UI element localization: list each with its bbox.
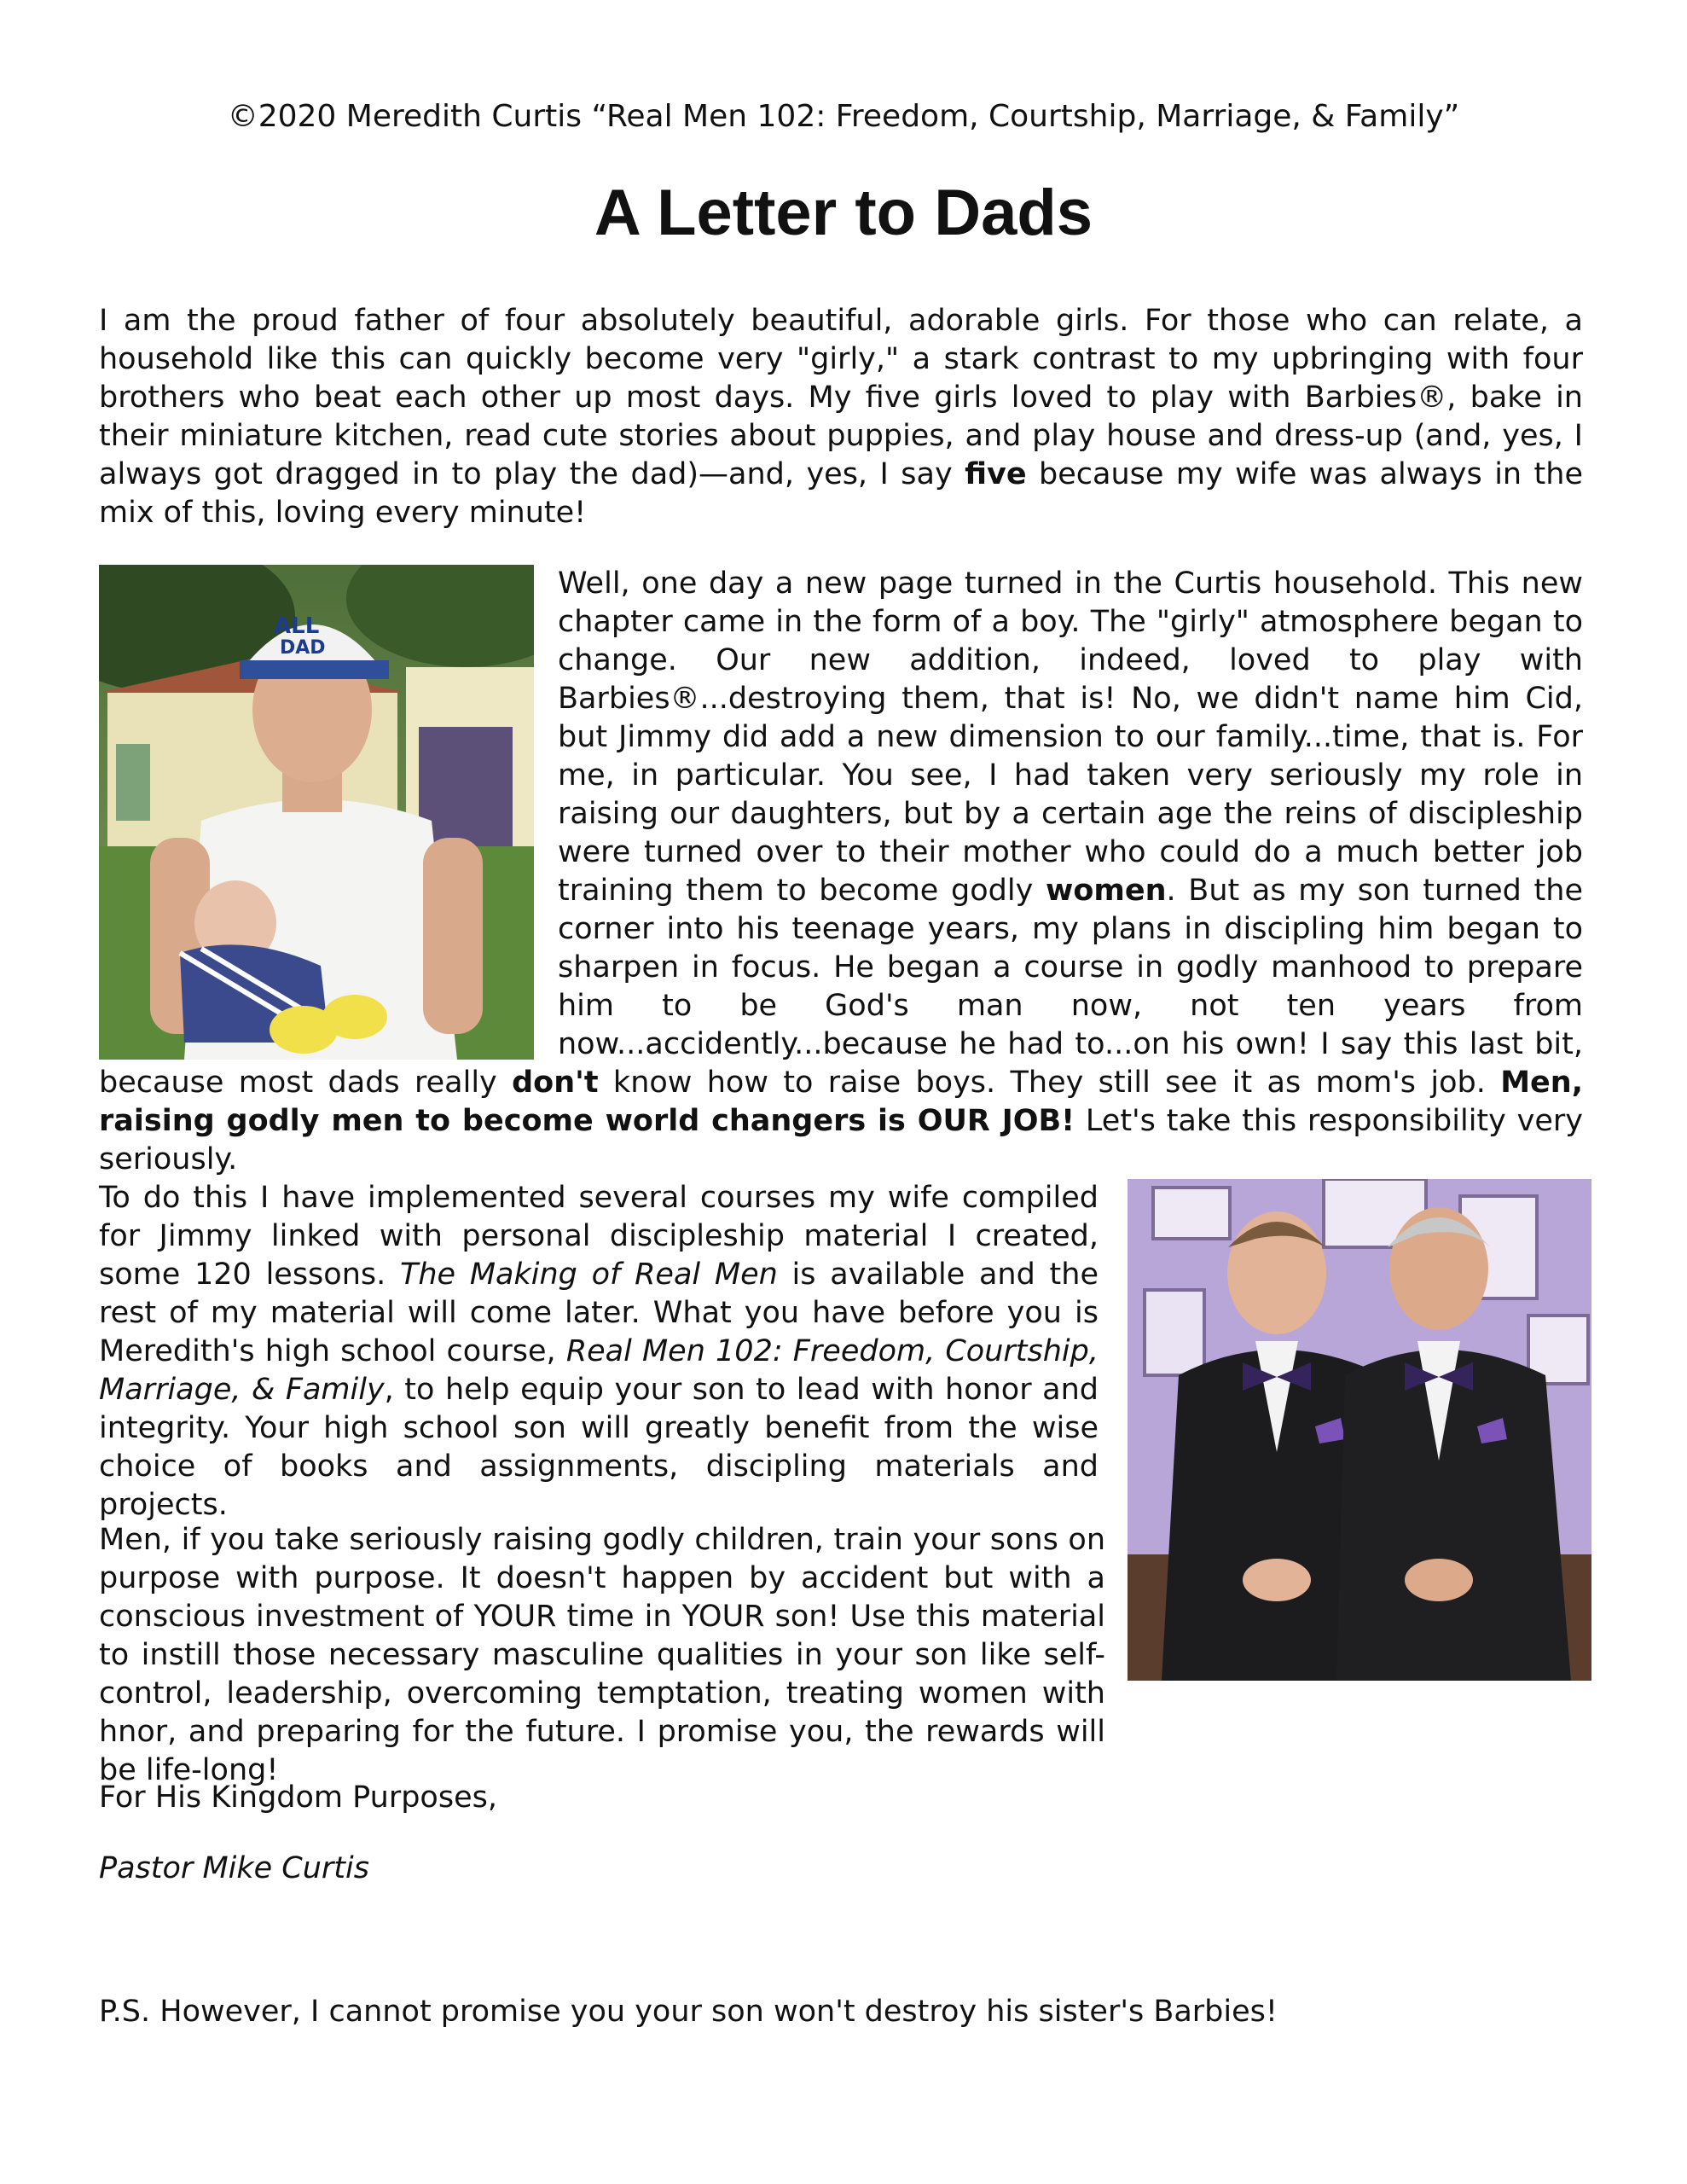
closing-line: For His Kingdom Purposes, xyxy=(99,1780,497,1815)
cap-label-line2: DAD xyxy=(280,637,326,659)
bold-text: Men, raising godly men to become world changers is OUR JOB! xyxy=(99,1066,1583,1138)
italic-text: Real Men 102: Freedom, Courtship, Marriage, & Family xyxy=(99,1334,1099,1407)
paragraph-son xyxy=(99,565,1583,1179)
paragraph-challenge: Men, if you take seriously raising godly children, train your sons on purpose with purpose. It doesn't happen by accident but with a conscious investment of YOUR time in YOUR son! Use this material to instill those necessary masculine qualities in your son like self-control, leadership, overcoming temptation, treating women with hnor, and preparing for the future. I promise you, the rewards will be life-long! xyxy=(99,1523,1105,1787)
text-span: . But as my son turned the corner into his teenage years, my plans in discipling him began to sharpen in focus. He began a course in godly manhood to prepare him to be God's man now, not ten years from now...accidently...because he had to...on his own! I say this last bit, because most dads really xyxy=(99,874,1583,1100)
bold-text: five xyxy=(965,457,1027,491)
bold-text: women xyxy=(1045,874,1167,908)
cap-label-line1: ALL xyxy=(274,613,320,639)
text-span: I am the proud father of four absolutely beautiful, adorable girls. For those who can relate, a household like this can quickly become very "girly," a stark contrast to my upbringing with four brothers who beat each other up most days. My five girls loved to play with Barbies®, bake in their miniature kitchen, read cute stories about puppies, and play house and dress-up (and, yes, I always got dragged in to play the dad)—and, yes, I say xyxy=(99,304,1583,491)
text-span: Let's take this responsibility very seriously. xyxy=(99,1104,1583,1176)
text-span: know how to raise boys. They still see it as mom's job. xyxy=(598,1066,1501,1100)
text-span: Well, one day a new page turned in the Curtis household. This new chapter came in the form of a boy. The "girly" atmosphere began to change. Our new addition, indeed, loved to play with Barbies®...destroying them, that is! No, we didn't name him Cid, but Jimmy did add a new dimension to our family...time, that is. For me, in particular. You see, I had taken very seriously my role in raising our daughters, but by a certain age the reins of discipleship were turned over to their mother who could do a much better job training them to become godly xyxy=(558,566,1583,908)
text-span: To do this I have implemented several courses my wife compiled for Jimmy linked with personal discipleship material I created, some 120 lessons. xyxy=(99,1181,1099,1292)
bold-text: don't xyxy=(512,1066,599,1100)
father-and-son-tuxedo-photo xyxy=(1128,1179,1591,1681)
signature: Pastor Mike Curtis xyxy=(99,1851,369,1885)
page-title: A Letter to Dads xyxy=(594,177,1093,249)
father-and-son-image xyxy=(1128,1179,1591,1681)
text-span: , to help equip your son to lead with honor and integrity. Your high school son will greatly benefit from the wise choice of books and assignments, discipling materials and projects. xyxy=(99,1373,1099,1522)
father-and-baby-image xyxy=(99,565,534,1060)
copyright-header: ©2020 Meredith Curtis “Real Men 102: Freedom, Courtship, Marriage, & Family” xyxy=(227,99,1460,134)
text-span: is available and the rest of my material will come later. What you have before you is Meredith's high school course, xyxy=(99,1258,1099,1368)
italic-text: The Making of Real Men xyxy=(400,1258,778,1292)
postscript: P.S. However, I cannot promise you your son won't destroy his sister's Barbies! xyxy=(99,1995,1278,2029)
text-span: because my wife was always in the mix of this, loving every minute! xyxy=(99,457,1583,530)
father-and-baby-photo xyxy=(99,565,534,1060)
paragraph-intro xyxy=(99,302,1583,532)
